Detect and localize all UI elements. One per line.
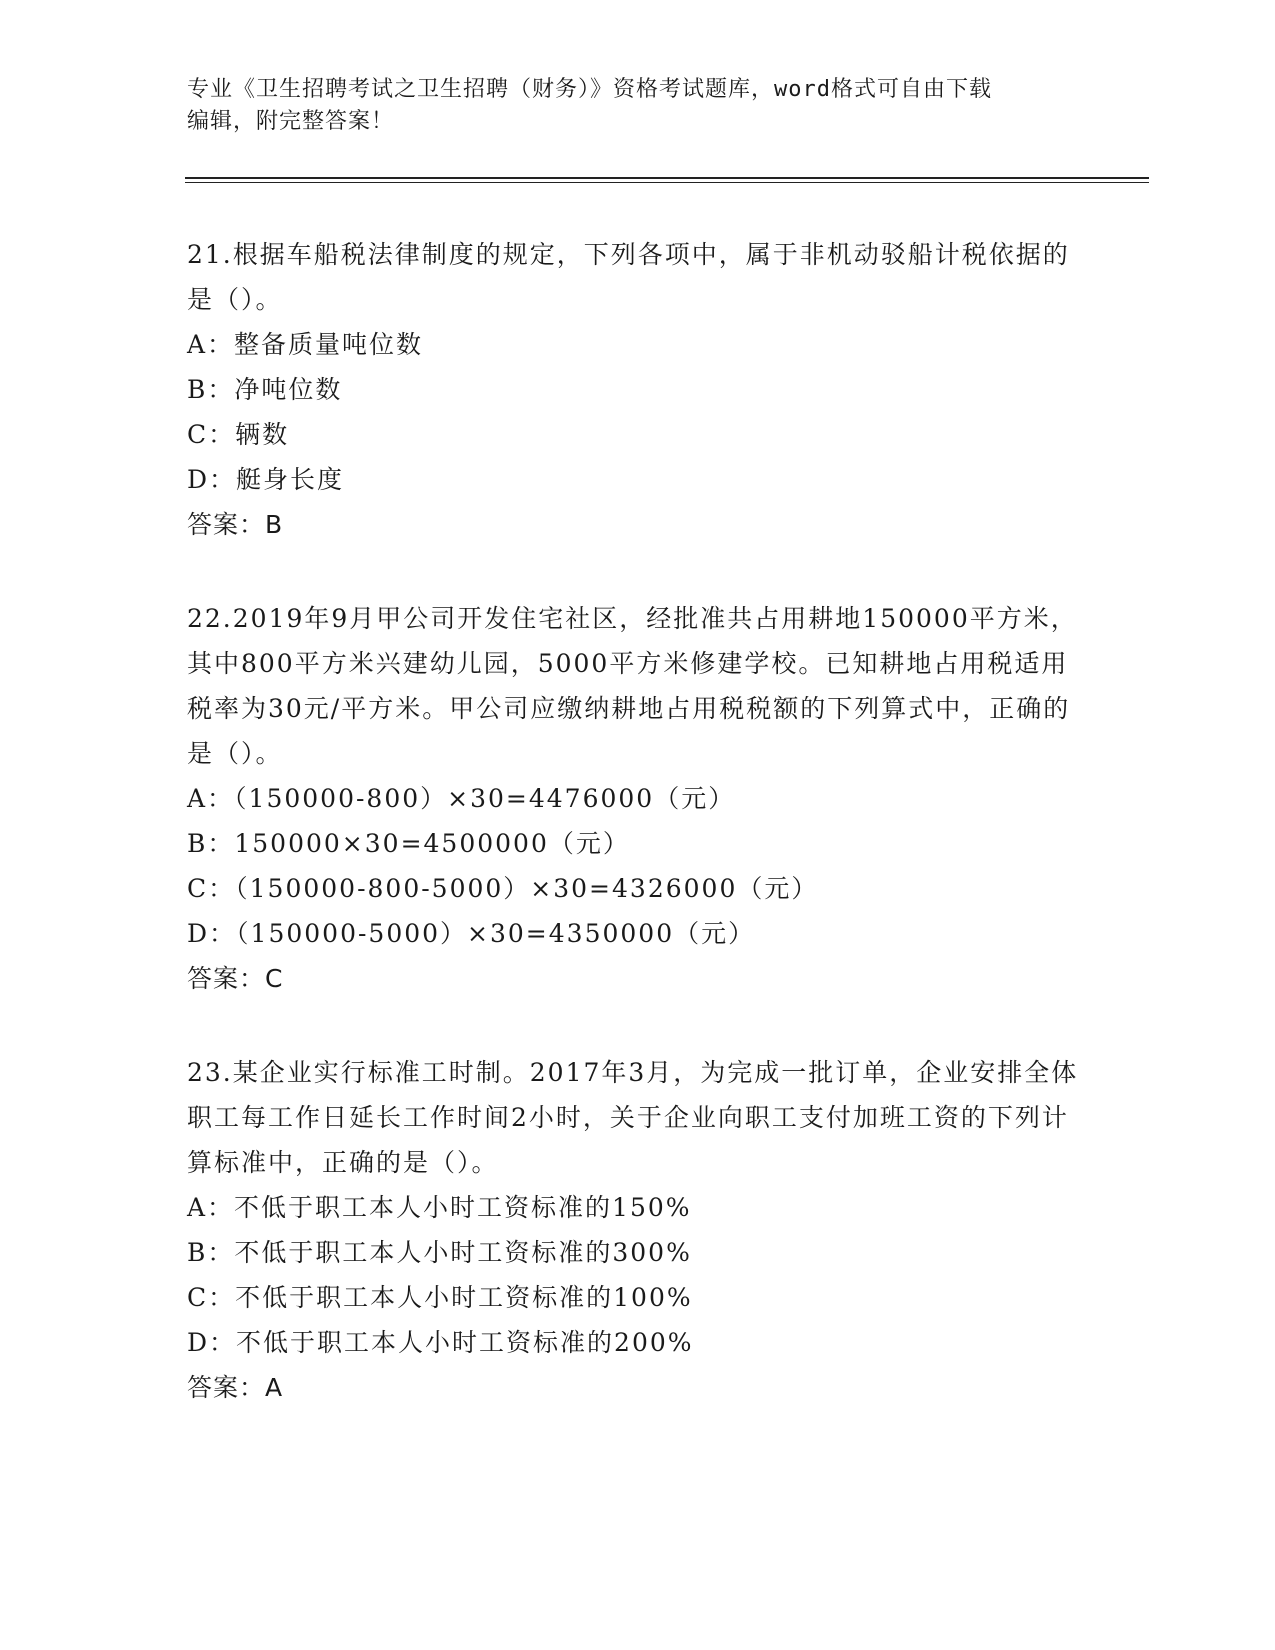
- option-b: B：150000×30=4500000（元）: [187, 829, 630, 858]
- header-divider-thick: [185, 177, 1149, 179]
- option-a: A：整备质量吨位数: [187, 330, 424, 359]
- question-22: [187, 596, 1087, 1001]
- header-divider-thin: [185, 182, 1149, 183]
- answer: 答案：A: [187, 1373, 284, 1402]
- document-header: [187, 74, 1087, 138]
- option-b: B：净吨位数: [187, 375, 343, 404]
- header-line-1: 专业《卫生招聘考试之卫生招聘（财务）》资格考试题库，word格式可自由下载: [187, 77, 992, 102]
- option-d: D：艇身长度: [187, 465, 345, 494]
- option-b: B：不低于职工本人小时工资标准的300%: [187, 1238, 692, 1267]
- question-stem: 21.根据车船税法律制度的规定，下列各项中，属于非机动驳船计税依据的是（）。: [187, 240, 1070, 314]
- question-23: [187, 1050, 1087, 1410]
- question-stem: 22.2019年9月甲公司开发住宅社区，经批准共占用耕地150000平方米，其中800平方米兴建幼儿园，5000平方米修建学校。已知耕地占用税适用税率为30元/平方米。甲公司应缴纳耕地占用税税额的下列算式中，正确的是（）。: [187, 604, 1078, 768]
- option-d: D：（150000-5000）×30=4350000（元）: [187, 919, 756, 948]
- option-a: A：（150000-800）×30=4476000（元）: [187, 784, 736, 813]
- option-d: D：不低于职工本人小时工资标准的200%: [187, 1328, 694, 1357]
- option-c: C：辆数: [187, 420, 290, 449]
- question-stem: 23.某企业实行标准工时制。2017年3月，为完成一批订单，企业安排全体职工每工作日延长工作时间2小时，关于企业向职工支付加班工资的下列计算标准中，正确的是（）。: [187, 1058, 1079, 1177]
- option-a: A：不低于职工本人小时工资标准的150%: [187, 1193, 692, 1222]
- option-c: C：不低于职工本人小时工资标准的100%: [187, 1283, 693, 1312]
- option-c: C：（150000-800-5000）×30=4326000（元）: [187, 874, 819, 903]
- question-21: [187, 232, 1087, 547]
- answer: 答案：B: [187, 510, 284, 539]
- answer: 答案：C: [187, 964, 284, 993]
- header-line-2: 编辑，附完整答案！: [187, 109, 395, 134]
